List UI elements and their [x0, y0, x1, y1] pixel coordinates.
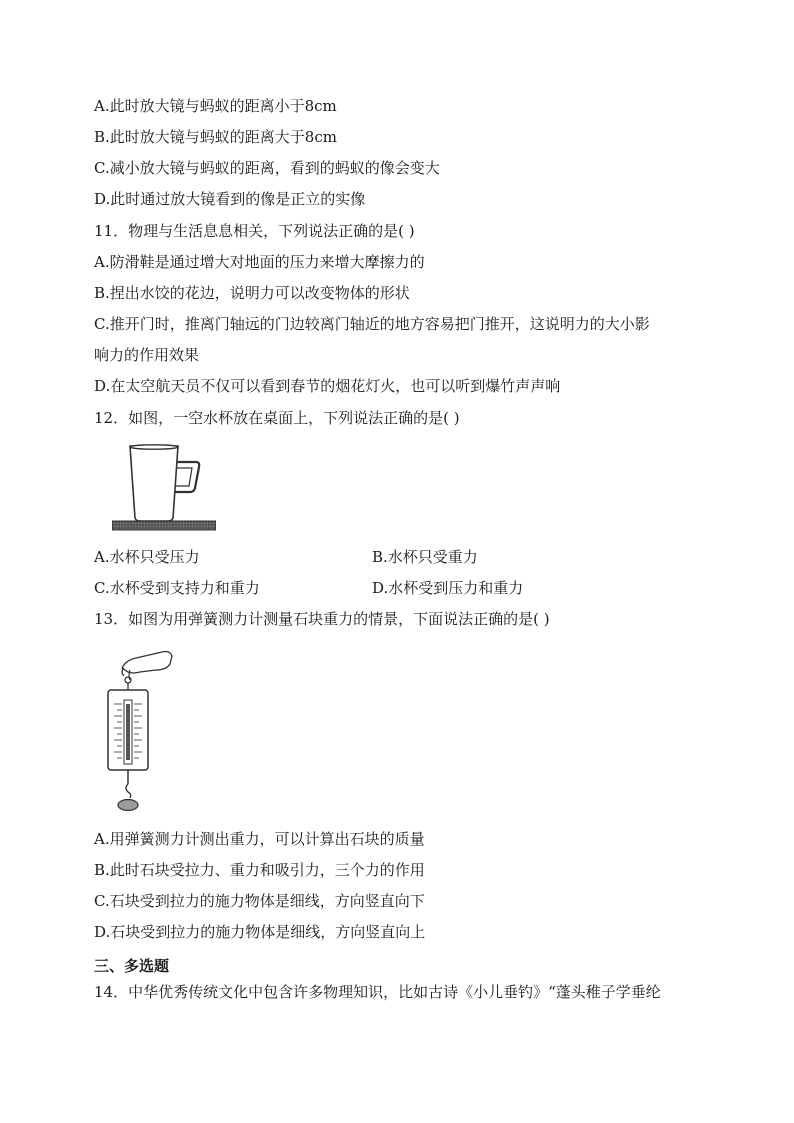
cup-icon	[130, 445, 199, 521]
q12-option-c: C.水杯受到支持力和重力	[94, 579, 260, 597]
section-heading: 三、多选题	[94, 957, 170, 975]
q11-stem: 11．物理与生活息息相关，下列说法正确的是( )	[94, 222, 415, 240]
q11-option-c-continued: 响力的作用效果	[94, 346, 200, 364]
q11-option-a: A.防滑鞋是通过增大对地面的压力来增大摩擦力的	[94, 253, 425, 271]
q14-stem: 14．中华优秀传统文化中包含许多物理知识，比如古诗《小儿垂钓》“蓬头稚子学垂纶	[94, 983, 661, 1001]
q13-stem: 13．如图为用弹簧测力计测量石块重力的情景，下面说法正确的是( )	[94, 610, 550, 628]
q12-option-d: D.水杯受到压力和重力	[372, 579, 524, 597]
q12-option-b: B.水杯只受重力	[372, 548, 478, 566]
cup-on-table-figure	[112, 440, 216, 532]
q10-option-d: D.此时通过放大镜看到的像是正立的实像	[94, 190, 366, 208]
q11-option-b: B.捏出水饺的花边，说明力可以改变物体的形状	[94, 284, 410, 302]
q12-stem: 12．如图，一空水杯放在桌面上，下列说法正确的是( )	[94, 409, 460, 427]
q13-option-c: C.石块受到拉力的施力物体是细线，方向竖直向下	[94, 892, 425, 910]
table-surface	[112, 521, 216, 530]
q13-option-d: D.石块受到拉力的施力物体是细线，方向竖直向上	[94, 923, 426, 941]
q11-option-c: C.推开门时，推离门轴远的门边较离门轴近的地方容易把门推开，这说明力的大小影	[94, 315, 650, 333]
hand-icon	[122, 652, 172, 681]
stone-icon	[118, 800, 138, 811]
q13-option-a: A.用弹簧测力计测出重力，可以计算出石块的质量	[94, 830, 425, 848]
q10-option-b: B.此时放大镜与蚂蚁的距离大于8cm	[94, 128, 337, 146]
spring-scale-icon	[108, 677, 148, 798]
q12-option-a: A.水杯只受压力	[94, 548, 200, 566]
spring-scale-figure	[100, 646, 180, 816]
q10-option-a: A.此时放大镜与蚂蚁的距离小于8cm	[94, 97, 337, 115]
q13-option-b: B.此时石块受拉力、重力和吸引力，三个力的作用	[94, 861, 425, 879]
q10-option-c: C.减小放大镜与蚂蚁的距离，看到的蚂蚁的像会变大	[94, 159, 440, 177]
q11-option-d: D.在太空航天员不仅可以看到春节的烟花灯火，也可以听到爆竹声声响	[94, 377, 561, 395]
